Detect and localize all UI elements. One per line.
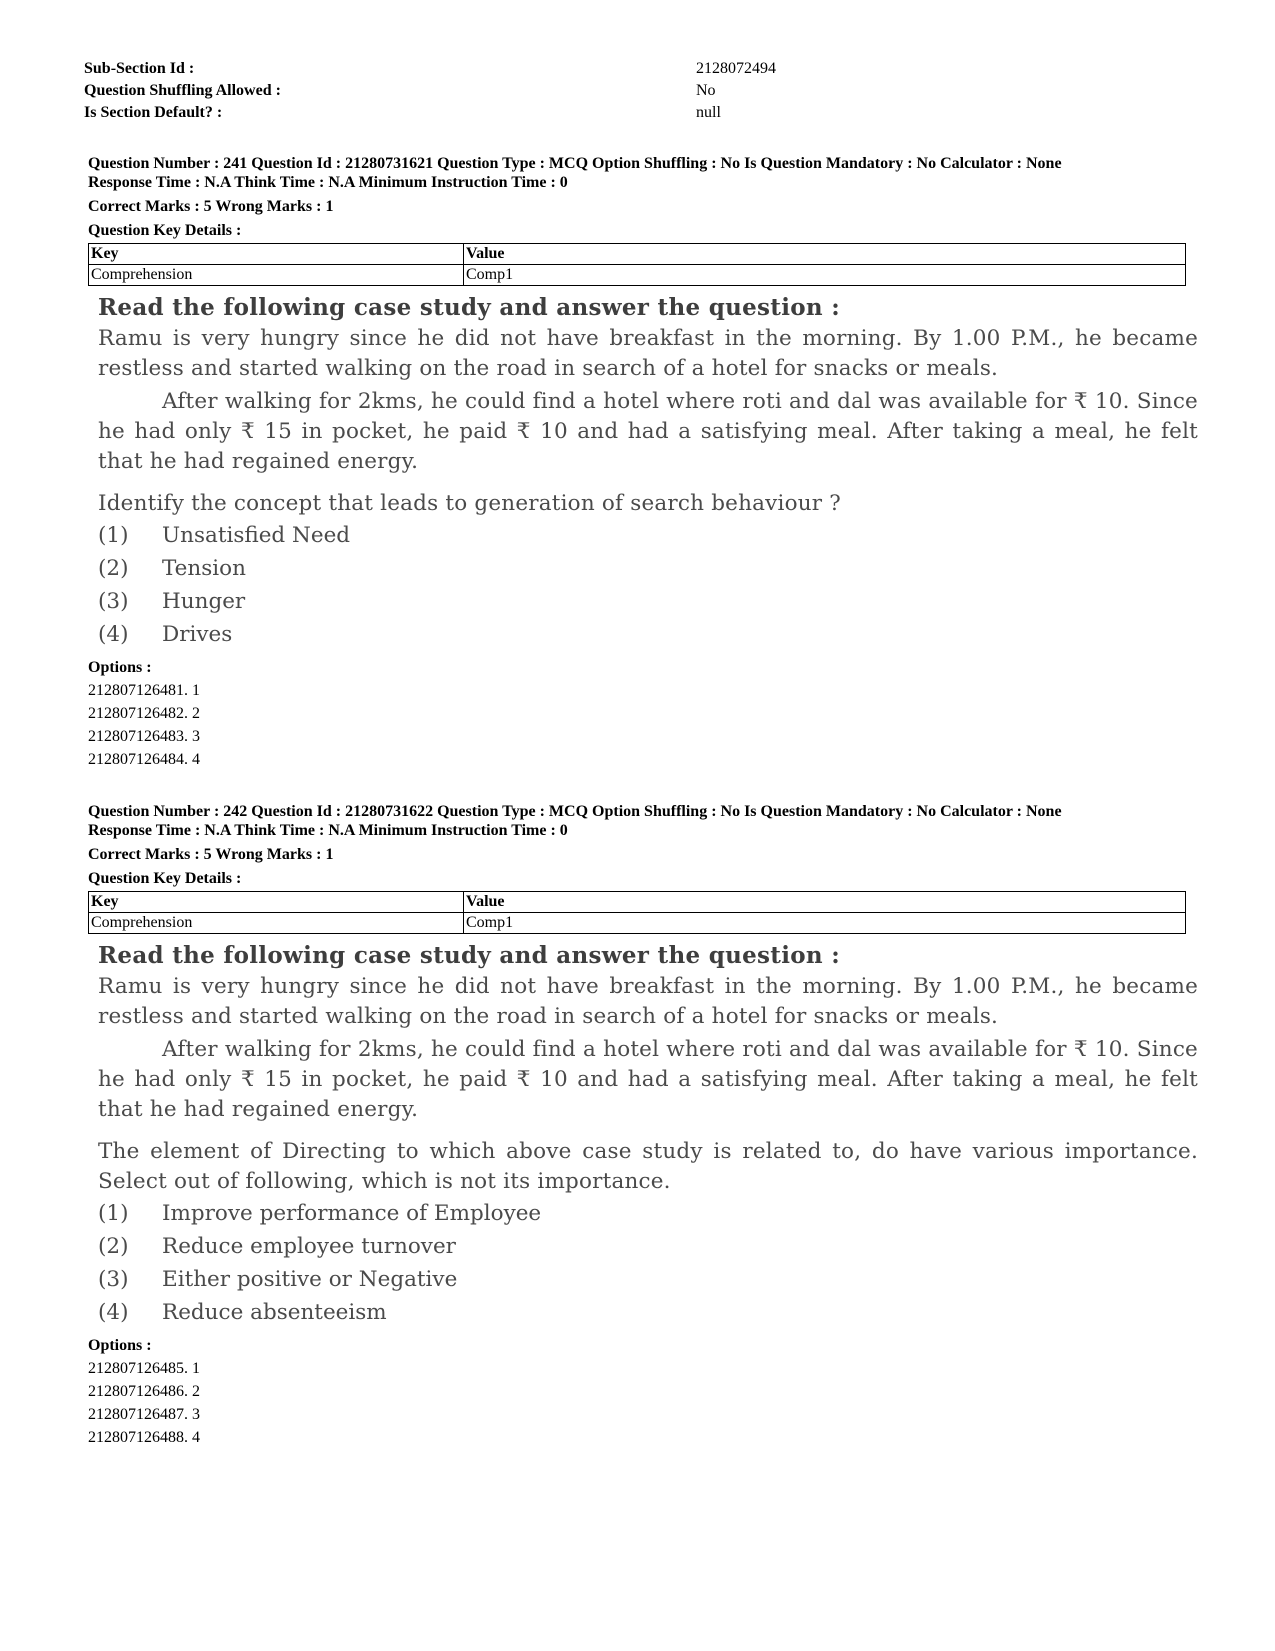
choice-number: (4) — [98, 622, 129, 647]
question-key-details-label: Question Key Details : — [88, 222, 242, 239]
question-header-line1: Question Number : 242 Question Id : 21280731622 Question Type : MCQ Option Shuffling : No Is Question Mandatory : No Calculator : None — [88, 803, 1062, 820]
section-default-row — [84, 104, 222, 122]
value-cell: Comp1 — [464, 265, 1186, 286]
choice-text: Hunger — [162, 589, 246, 614]
question-image-scan — [98, 292, 1198, 651]
key-cell: Comprehension — [89, 265, 464, 286]
question-marks: Correct Marks : 5 Wrong Marks : 1 — [88, 198, 334, 215]
key-table-row — [89, 265, 1186, 286]
options-label: Options : — [88, 1337, 152, 1354]
question-key-table — [88, 243, 1186, 286]
option-id-line: 212807126486. 2 — [88, 1383, 200, 1400]
option-id-line: 212807126488. 4 — [88, 1429, 200, 1446]
answer-choice — [98, 552, 1198, 585]
choice-number: (3) — [98, 589, 129, 614]
key-table-header-row — [89, 892, 1186, 913]
answer-choice — [98, 585, 1198, 618]
subsection-id-row — [84, 60, 194, 78]
answer-choice — [98, 1263, 1198, 1296]
answer-choice — [98, 1230, 1198, 1263]
option-id-line: 212807126485. 1 — [88, 1360, 200, 1377]
options-label: Options : — [88, 659, 152, 676]
question-header-line1: Question Number : 241 Question Id : 21280731621 Question Type : MCQ Option Shuffling : No Is Question Mandatory : No Calculator : None — [88, 155, 1062, 172]
case-study-paragraph-1: Ramu is very hungry since he did not have breakfast in the morning. By 1.00 P.M., he became restless and started walking on the road in search of a hotel for snacks or meals. — [98, 326, 1198, 381]
choice-text: Drives — [162, 622, 233, 647]
case-study-heading: Read the following case study and answer the question : — [98, 942, 841, 969]
answer-choice — [98, 519, 1198, 552]
key-column-header: Key — [89, 892, 464, 913]
answer-choice — [98, 1197, 1198, 1230]
question-text: The element of Directing to which above case study is related to, do have various importance. Select out of following, which is not its importance. — [98, 1139, 1198, 1194]
option-id-line: 212807126487. 3 — [88, 1406, 200, 1423]
question-text: Identify the concept that leads to generation of search behaviour ? — [98, 491, 842, 516]
option-id-line: 212807126484. 4 — [88, 751, 200, 768]
subsection-id-value: 2128072494 — [696, 60, 776, 77]
shuffling-allowed-row — [84, 82, 281, 100]
shuffling-allowed-label: Question Shuffling Allowed : — [84, 82, 281, 99]
option-id-line: 212807126483. 3 — [88, 728, 200, 745]
key-table-header-row — [89, 244, 1186, 265]
option-id-line: 212807126481. 1 — [88, 682, 200, 699]
value-column-header: Value — [464, 244, 1186, 265]
key-column-header: Key — [89, 244, 464, 265]
value-column-header: Value — [464, 892, 1186, 913]
question-key-details-label: Question Key Details : — [88, 870, 242, 887]
case-study-heading: Read the following case study and answer the question : — [98, 294, 841, 321]
choice-number: (2) — [98, 1234, 129, 1259]
section-default-value: null — [696, 104, 721, 121]
value-cell: Comp1 — [464, 913, 1186, 934]
key-table-row — [89, 913, 1186, 934]
question-header-line2: Response Time : N.A Think Time : N.A Minimum Instruction Time : 0 — [88, 174, 568, 191]
question-key-table — [88, 891, 1186, 934]
answer-choice — [98, 1296, 1198, 1329]
choice-number: (2) — [98, 556, 129, 581]
case-study-paragraph-2: After walking for 2kms, he could find a hotel where roti and dal was available for ₹ 10. Since he had only ₹ 15 in pocket, he paid ₹ 10 and had a satisfying meal. After taking a meal, he felt that he had regained energy. — [98, 1037, 1198, 1122]
choice-text: Unsatisfied Need — [162, 523, 351, 548]
choice-text: Reduce absenteeism — [162, 1300, 387, 1325]
question-header-line2: Response Time : N.A Think Time : N.A Minimum Instruction Time : 0 — [88, 822, 568, 839]
choice-text: Reduce employee turnover — [162, 1234, 456, 1259]
question-image-scan — [98, 940, 1198, 1329]
choice-number: (1) — [98, 1201, 129, 1226]
case-study-paragraph-2: After walking for 2kms, he could find a hotel where roti and dal was available for ₹ 10. Since he had only ₹ 15 in pocket, he paid ₹ 10 and had a satisfying meal. After taking a meal, he felt that he had regained energy. — [98, 389, 1198, 474]
choice-number: (3) — [98, 1267, 129, 1292]
question-marks: Correct Marks : 5 Wrong Marks : 1 — [88, 846, 334, 863]
subsection-id-label: Sub-Section Id : — [84, 60, 195, 77]
option-id-line: 212807126482. 2 — [88, 705, 200, 722]
choice-number: (4) — [98, 1300, 129, 1325]
choice-text: Tension — [162, 556, 246, 581]
section-default-label: Is Section Default? : — [84, 104, 223, 121]
answer-choice — [98, 618, 1198, 651]
choice-text: Either positive or Negative — [162, 1267, 458, 1292]
case-study-paragraph-1: Ramu is very hungry since he did not have breakfast in the morning. By 1.00 P.M., he became restless and started walking on the road in search of a hotel for snacks or meals. — [98, 974, 1198, 1029]
question-block-242 — [88, 802, 1198, 1449]
choice-number: (1) — [98, 523, 129, 548]
shuffling-allowed-value: No — [696, 82, 716, 99]
question-block-241 — [88, 154, 1198, 771]
choice-text: Improve performance of Employee — [162, 1201, 542, 1226]
key-cell: Comprehension — [89, 913, 464, 934]
